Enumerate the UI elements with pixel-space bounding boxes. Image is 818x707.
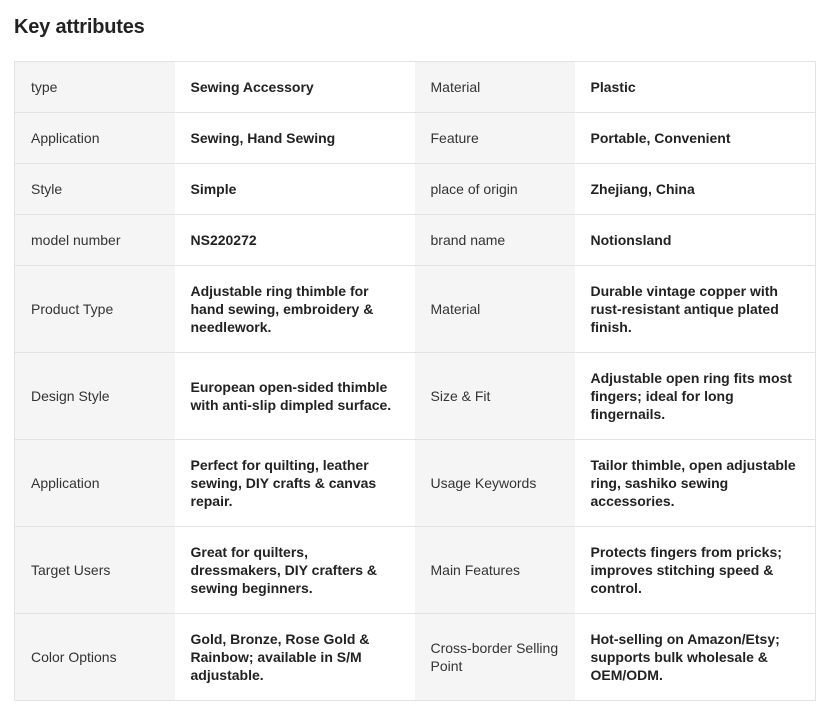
attribute-key: type [15,62,175,113]
attribute-value: NS220272 [175,215,415,266]
attribute-row [15,215,816,266]
attribute-row [15,527,816,614]
attribute-key: Material [415,266,575,353]
attribute-value: Sewing Accessory [175,62,415,113]
section-title: Key attributes [14,16,145,38]
attribute-key: Application [15,440,175,527]
attribute-row [15,614,816,701]
attribute-value: Gold, Bronze, Rose Gold & Rainbow; available in S/M adjustable. [175,614,415,701]
attribute-value: Hot-selling on Amazon/Etsy; supports bulk wholesale & OEM/ODM. [575,614,816,701]
attributes-table [14,61,816,701]
attribute-key: Product Type [15,266,175,353]
attribute-key: place of origin [415,164,575,215]
attribute-value: Portable, Convenient [575,113,816,164]
attribute-value: Protects fingers from pricks; improves stitching speed & control. [575,527,816,614]
attribute-key: Application [15,113,175,164]
attribute-key: brand name [415,215,575,266]
attribute-key: Style [15,164,175,215]
attribute-row [15,113,816,164]
attribute-key: Color Options [15,614,175,701]
attribute-key: Usage Keywords [415,440,575,527]
attribute-key: Material [415,62,575,113]
attribute-value: Zhejiang, China [575,164,816,215]
attribute-value: Tailor thimble, open adjustable ring, sashiko sewing accessories. [575,440,816,527]
attribute-value: Adjustable open ring fits most fingers; ideal for long fingernails. [575,353,816,440]
attribute-value: Plastic [575,62,816,113]
attribute-key: Target Users [15,527,175,614]
attribute-value: Notionsland [575,215,816,266]
attribute-value: European open-sided thimble with anti-slip dimpled surface. [175,353,415,440]
attribute-value: Sewing, Hand Sewing [175,113,415,164]
attribute-key: Cross-border Selling Point [415,614,575,701]
attribute-value: Adjustable ring thimble for hand sewing, embroidery & needlework. [175,266,415,353]
attribute-key: Main Features [415,527,575,614]
attribute-key: Size & Fit [415,353,575,440]
attribute-row [15,164,816,215]
attribute-row [15,353,816,440]
attribute-row [15,62,816,113]
attribute-value: Great for quilters, dressmakers, DIY crafters & sewing beginners. [175,527,415,614]
attribute-key: Design Style [15,353,175,440]
attribute-row [15,266,816,353]
attribute-value: Simple [175,164,415,215]
attribute-row [15,440,816,527]
attribute-value: Perfect for quilting, leather sewing, DIY crafts & canvas repair. [175,440,415,527]
attribute-value: Durable vintage copper with rust-resistant antique plated finish. [575,266,816,353]
attribute-key: model number [15,215,175,266]
attribute-key: Feature [415,113,575,164]
